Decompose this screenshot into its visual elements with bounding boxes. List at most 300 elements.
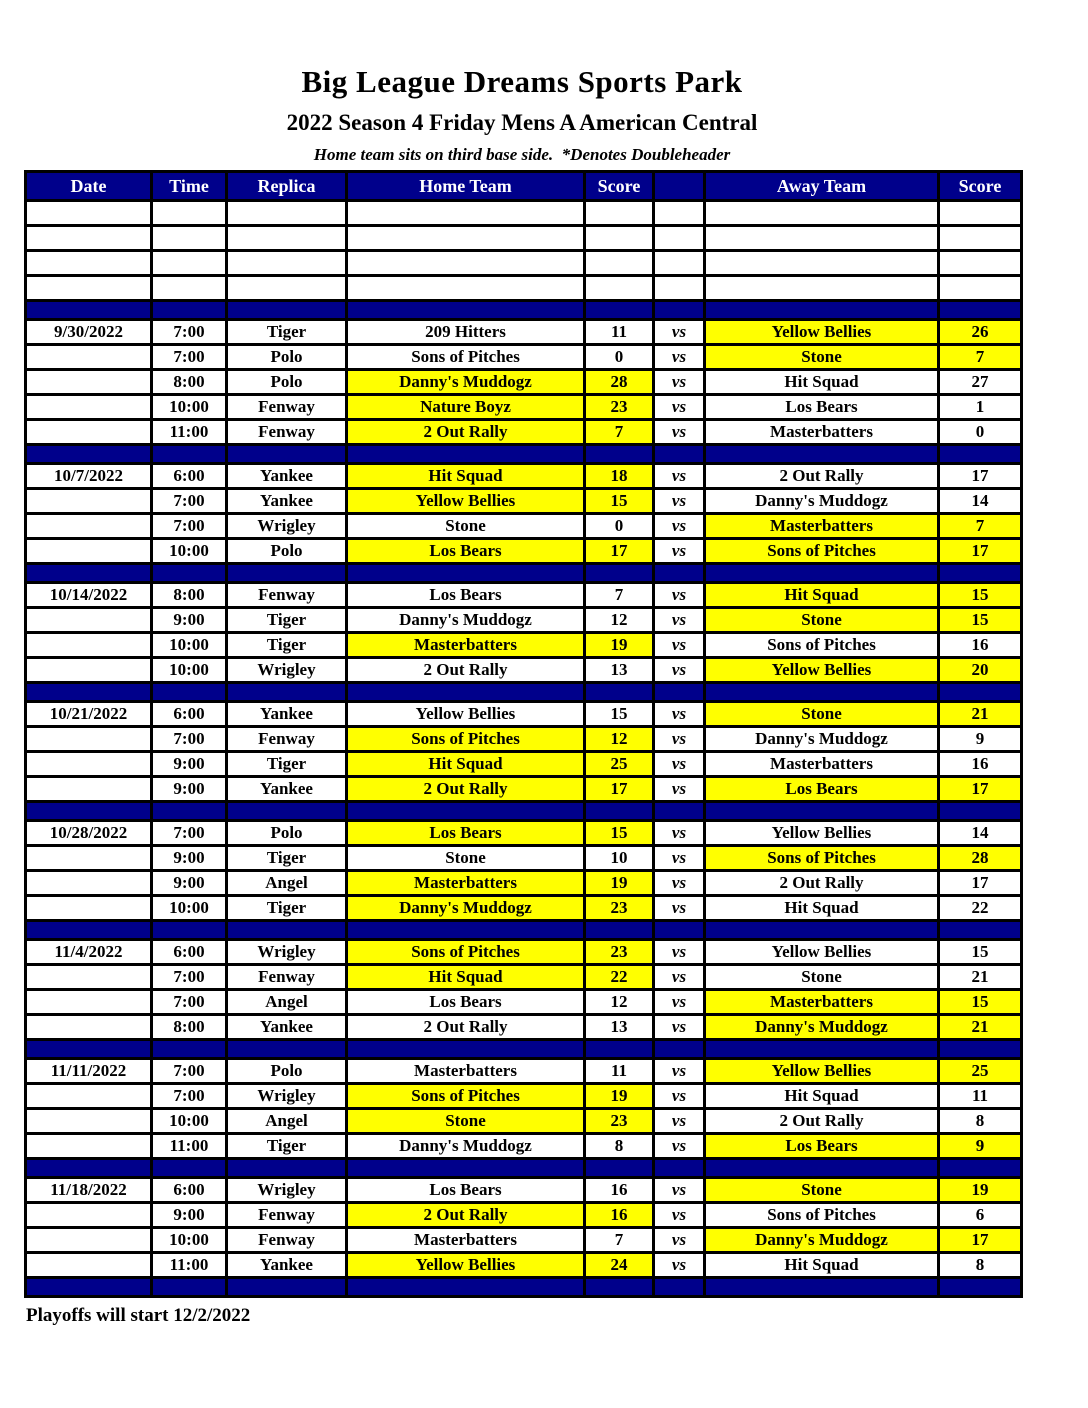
home-team-cell: Los Bears [347,821,585,846]
home-team-cell [347,1278,585,1297]
home-score-cell: 15 [585,821,654,846]
time-cell [152,276,227,301]
away-team-cell [705,1040,939,1059]
home-score-cell: 16 [585,1203,654,1228]
away-score-cell: 15 [939,940,1022,965]
vs-cell: vs [654,727,705,752]
date-cell [26,727,152,752]
away-score-cell [939,251,1022,276]
away-score-cell: 9 [939,1134,1022,1159]
away-team-cell: Stone [705,702,939,727]
week-separator-row [26,1040,1022,1059]
home-score-cell: 25 [585,752,654,777]
date-cell [26,871,152,896]
vs-cell: vs [654,633,705,658]
away-team-cell: Danny's Muddogz [705,1228,939,1253]
week-separator-row [26,1159,1022,1178]
vs-cell: vs [654,1228,705,1253]
home-team-cell: Danny's Muddogz [347,370,585,395]
date-cell [26,846,152,871]
vs-cell: vs [654,1134,705,1159]
home-team-cell: Sons of Pitches [347,345,585,370]
home-score-cell: 23 [585,896,654,921]
date-cell: 10/7/2022 [26,464,152,489]
replica-cell: Fenway [227,1228,347,1253]
replica-cell [227,921,347,940]
home-score-cell: 17 [585,777,654,802]
game-row [26,1228,1022,1253]
replica-cell: Fenway [227,420,347,445]
home-score-cell: 19 [585,1084,654,1109]
time-cell: 11:00 [152,420,227,445]
time-cell: 8:00 [152,370,227,395]
time-cell: 9:00 [152,846,227,871]
vs-cell: vs [654,608,705,633]
home-team-cell: 209 Hitters [347,320,585,345]
time-cell: 8:00 [152,583,227,608]
replica-cell: Yankee [227,1015,347,1040]
home-score-cell [585,1278,654,1297]
time-cell [152,301,227,320]
vs-cell: vs [654,1059,705,1084]
away-score-cell: 21 [939,965,1022,990]
home-team-cell: Danny's Muddogz [347,608,585,633]
home-team-cell [347,301,585,320]
home-score-cell: 23 [585,1109,654,1134]
time-cell: 11:00 [152,1134,227,1159]
time-cell: 10:00 [152,539,227,564]
date-cell: 11/18/2022 [26,1178,152,1203]
date-cell [26,539,152,564]
away-score-cell: 27 [939,370,1022,395]
time-cell: 9:00 [152,871,227,896]
date-cell: 10/21/2022 [26,702,152,727]
game-row [26,1059,1022,1084]
replica-cell [227,201,347,226]
time-cell: 8:00 [152,1015,227,1040]
replica-cell: Wrigley [227,1084,347,1109]
vs-cell [654,683,705,702]
replica-cell [227,445,347,464]
vs-cell [654,1040,705,1059]
game-row [26,1134,1022,1159]
away-score-cell: 15 [939,990,1022,1015]
away-team-cell: Yellow Bellies [705,1059,939,1084]
date-cell [26,1253,152,1278]
game-row [26,871,1022,896]
date-cell [26,564,152,583]
vs-cell [654,921,705,940]
replica-cell: Yankee [227,464,347,489]
date-cell [26,445,152,464]
away-score-cell: 17 [939,464,1022,489]
home-team-cell: 2 Out Rally [347,420,585,445]
vs-cell: vs [654,539,705,564]
time-cell [152,251,227,276]
away-team-cell [705,1278,939,1297]
replica-cell: Tiger [227,1134,347,1159]
vs-cell: vs [654,370,705,395]
time-cell [152,201,227,226]
header-row [26,172,1022,201]
game-row [26,583,1022,608]
home-score-cell: 11 [585,1059,654,1084]
game-row [26,1203,1022,1228]
home-score-cell: 12 [585,990,654,1015]
time-cell: 11:00 [152,1253,227,1278]
home-score-cell: 11 [585,320,654,345]
col-header-replica: Replica [227,172,347,201]
vs-cell [654,226,705,251]
away-team-cell: Yellow Bellies [705,940,939,965]
vs-cell [654,802,705,821]
replica-cell [227,802,347,821]
away-team-cell [705,226,939,251]
date-cell [26,395,152,420]
replica-cell: Tiger [227,752,347,777]
replica-cell: Wrigley [227,940,347,965]
home-team-cell: Masterbatters [347,871,585,896]
date-cell [26,802,152,821]
away-team-cell [705,1159,939,1178]
away-team-cell: Stone [705,345,939,370]
time-cell: 10:00 [152,633,227,658]
home-score-cell [585,1159,654,1178]
empty-row [26,201,1022,226]
home-score-cell: 15 [585,702,654,727]
home-score-cell: 18 [585,464,654,489]
schedule-body [26,201,1022,1297]
away-score-cell: 8 [939,1109,1022,1134]
vs-cell: vs [654,489,705,514]
replica-cell: Fenway [227,965,347,990]
date-cell: 10/14/2022 [26,583,152,608]
away-score-cell: 17 [939,871,1022,896]
vs-cell: vs [654,464,705,489]
away-score-cell [939,1278,1022,1297]
date-cell [26,990,152,1015]
time-cell [152,564,227,583]
game-row [26,896,1022,921]
vs-cell: vs [654,821,705,846]
date-cell [26,420,152,445]
home-team-cell: Nature Boyz [347,395,585,420]
replica-cell [227,683,347,702]
replica-cell: Tiger [227,846,347,871]
home-score-cell: 19 [585,871,654,896]
away-score-cell: 0 [939,420,1022,445]
date-cell [26,345,152,370]
date-cell [26,608,152,633]
date-cell [26,1134,152,1159]
vs-cell: vs [654,965,705,990]
away-score-cell [939,921,1022,940]
away-score-cell: 19 [939,1178,1022,1203]
home-team-cell: Los Bears [347,990,585,1015]
home-team-cell: Yellow Bellies [347,702,585,727]
date-cell [26,1203,152,1228]
away-score-cell: 20 [939,658,1022,683]
time-cell: 6:00 [152,1178,227,1203]
vs-cell: vs [654,846,705,871]
home-team-cell: 2 Out Rally [347,1203,585,1228]
game-row [26,370,1022,395]
replica-cell: Fenway [227,395,347,420]
time-cell: 7:00 [152,320,227,345]
replica-cell: Angel [227,871,347,896]
time-cell: 7:00 [152,821,227,846]
home-team-cell: Masterbatters [347,1228,585,1253]
game-row [26,702,1022,727]
col-header-vs [654,172,705,201]
home-team-cell [347,564,585,583]
away-team-cell [705,251,939,276]
time-cell [152,921,227,940]
game-row [26,489,1022,514]
game-row [26,752,1022,777]
away-score-cell: 17 [939,777,1022,802]
home-score-cell: 8 [585,1134,654,1159]
date-cell [26,921,152,940]
date-cell [26,633,152,658]
away-team-cell: Los Bears [705,1134,939,1159]
away-score-cell: 21 [939,1015,1022,1040]
date-cell [26,1159,152,1178]
vs-cell [654,1159,705,1178]
week-separator-row [26,683,1022,702]
date-cell [26,514,152,539]
away-team-cell [705,301,939,320]
replica-cell: Yankee [227,702,347,727]
time-cell: 9:00 [152,608,227,633]
vs-cell: vs [654,345,705,370]
home-score-cell: 7 [585,1228,654,1253]
replica-cell: Polo [227,345,347,370]
away-team-cell: Hit Squad [705,370,939,395]
replica-cell: Yankee [227,489,347,514]
vs-cell: vs [654,1253,705,1278]
away-team-cell: Sons of Pitches [705,633,939,658]
vs-cell: vs [654,320,705,345]
away-team-cell: Sons of Pitches [705,539,939,564]
time-cell: 10:00 [152,658,227,683]
away-score-cell [939,683,1022,702]
game-row [26,1178,1022,1203]
away-score-cell: 22 [939,896,1022,921]
empty-row [26,276,1022,301]
game-row [26,821,1022,846]
home-score-cell: 0 [585,345,654,370]
home-team-cell: 2 Out Rally [347,777,585,802]
vs-cell: vs [654,1203,705,1228]
away-score-cell: 21 [939,702,1022,727]
away-team-cell [705,683,939,702]
away-score-cell: 15 [939,583,1022,608]
replica-cell: Angel [227,990,347,1015]
date-cell: 11/4/2022 [26,940,152,965]
away-score-cell: 7 [939,345,1022,370]
replica-cell: Fenway [227,1203,347,1228]
game-row [26,608,1022,633]
home-score-cell: 22 [585,965,654,990]
away-team-cell [705,445,939,464]
date-cell [26,965,152,990]
away-team-cell: Los Bears [705,777,939,802]
time-cell: 9:00 [152,777,227,802]
game-row [26,777,1022,802]
game-row [26,345,1022,370]
vs-cell: vs [654,1015,705,1040]
away-score-cell: 16 [939,752,1022,777]
date-cell [26,1278,152,1297]
date-cell [26,251,152,276]
away-team-cell: 2 Out Rally [705,464,939,489]
game-row [26,1015,1022,1040]
replica-cell: Tiger [227,608,347,633]
vs-cell [654,201,705,226]
week-separator-row [26,802,1022,821]
replica-cell [227,226,347,251]
away-score-cell [939,802,1022,821]
vs-cell: vs [654,896,705,921]
home-team-cell [347,226,585,251]
replica-cell: Wrigley [227,1178,347,1203]
replica-cell: Angel [227,1109,347,1134]
date-cell [26,1228,152,1253]
date-cell [26,1015,152,1040]
home-score-cell: 7 [585,583,654,608]
vs-cell: vs [654,395,705,420]
date-cell [26,226,152,251]
time-cell [152,683,227,702]
time-cell: 7:00 [152,1059,227,1084]
game-row [26,846,1022,871]
home-score-cell: 16 [585,1178,654,1203]
game-row [26,395,1022,420]
away-score-cell: 6 [939,1203,1022,1228]
home-team-cell: Los Bears [347,1178,585,1203]
vs-cell: vs [654,702,705,727]
home-score-cell: 10 [585,846,654,871]
date-cell [26,1040,152,1059]
away-team-cell: Stone [705,608,939,633]
time-cell: 7:00 [152,727,227,752]
home-team-cell [347,201,585,226]
vs-cell [654,301,705,320]
away-score-cell [939,226,1022,251]
away-team-cell: Sons of Pitches [705,1203,939,1228]
time-cell: 7:00 [152,1084,227,1109]
time-cell: 7:00 [152,489,227,514]
date-cell [26,777,152,802]
away-team-cell [705,921,939,940]
time-cell [152,802,227,821]
date-cell [26,1084,152,1109]
col-header-time: Time [152,172,227,201]
home-score-cell: 23 [585,940,654,965]
home-score-cell [585,564,654,583]
home-score-cell: 23 [585,395,654,420]
home-team-cell [347,1040,585,1059]
away-score-cell [939,201,1022,226]
vs-cell: vs [654,871,705,896]
away-team-cell: Sons of Pitches [705,846,939,871]
away-team-cell: Danny's Muddogz [705,489,939,514]
away-score-cell: 17 [939,1228,1022,1253]
game-row [26,727,1022,752]
game-row [26,1084,1022,1109]
vs-cell [654,276,705,301]
home-team-cell: Stone [347,514,585,539]
time-cell: 6:00 [152,464,227,489]
replica-cell: Wrigley [227,514,347,539]
away-team-cell [705,802,939,821]
away-team-cell: Yellow Bellies [705,658,939,683]
away-team-cell [705,276,939,301]
home-team-cell [347,1159,585,1178]
date-cell [26,683,152,702]
home-team-cell: 2 Out Rally [347,1015,585,1040]
col-header-away-score: Score [939,172,1022,201]
vs-cell: vs [654,420,705,445]
home-team-cell: Hit Squad [347,965,585,990]
home-team-cell [347,683,585,702]
home-team-cell [347,276,585,301]
vs-cell: vs [654,583,705,608]
home-team-cell: Hit Squad [347,752,585,777]
away-team-cell: Danny's Muddogz [705,1015,939,1040]
home-score-cell [585,301,654,320]
home-team-cell [347,445,585,464]
away-team-cell [705,564,939,583]
time-cell [152,1278,227,1297]
date-cell [26,896,152,921]
date-cell: 10/28/2022 [26,821,152,846]
replica-cell: Polo [227,1059,347,1084]
time-cell [152,1040,227,1059]
week-separator-row [26,564,1022,583]
time-cell: 10:00 [152,1228,227,1253]
away-score-cell: 25 [939,1059,1022,1084]
home-team-cell [347,802,585,821]
replica-cell [227,564,347,583]
vs-cell: vs [654,752,705,777]
home-team-cell: Hit Squad [347,464,585,489]
home-team-cell: Los Bears [347,583,585,608]
away-score-cell [939,301,1022,320]
away-team-cell: Masterbatters [705,990,939,1015]
col-header-home-score: Score [585,172,654,201]
vs-cell: vs [654,1084,705,1109]
home-score-cell [585,251,654,276]
home-score-cell: 12 [585,608,654,633]
replica-cell [227,301,347,320]
time-cell: 6:00 [152,702,227,727]
replica-cell: Yankee [227,777,347,802]
time-cell: 7:00 [152,990,227,1015]
playoffs-note: Playoffs will start 12/2/2022 [26,1305,251,1326]
replica-cell: Fenway [227,727,347,752]
date-cell [26,276,152,301]
away-score-cell: 14 [939,821,1022,846]
home-team-note: Home team sits on third base side. *Denotes Doubleheader [313,145,731,164]
replica-cell [227,1159,347,1178]
away-team-cell: Masterbatters [705,752,939,777]
game-row [26,990,1022,1015]
vs-cell: vs [654,777,705,802]
game-row [26,1253,1022,1278]
col-header-home-team: Home Team [347,172,585,201]
